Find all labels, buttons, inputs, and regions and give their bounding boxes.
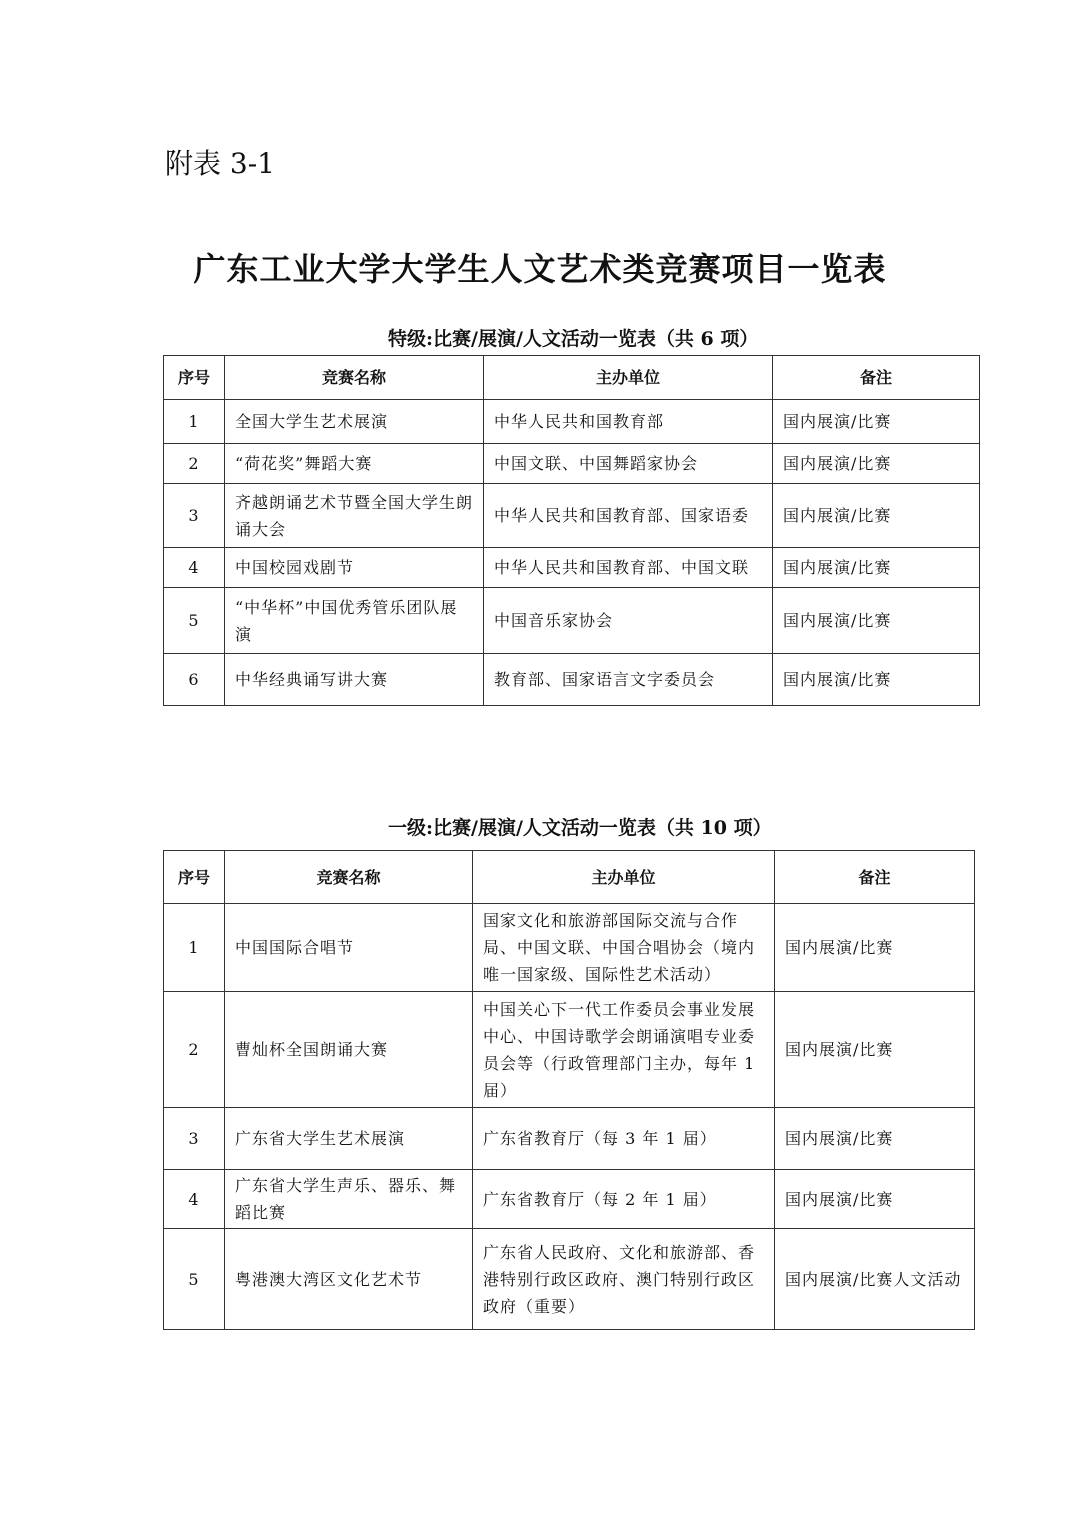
cell-note: 国内展演/比赛 <box>773 484 980 548</box>
cell-note: 国内展演/比赛 <box>775 1170 975 1229</box>
cell-organizer: 国家文化和旅游部国际交流与合作局、中国文联、中国合唱协会（境内唯一国家级、国际性艺术活动） <box>473 904 775 992</box>
table-row <box>164 1229 975 1330</box>
table-caption: 特级:比赛/展演/人文活动一览表（共 6 项） <box>388 328 759 350</box>
cell-name: 曹灿杯全国朗诵大赛 <box>225 992 473 1108</box>
table-row <box>164 992 975 1108</box>
cell-name: 中华经典诵写讲大赛 <box>225 654 484 706</box>
cell-note: 国内展演/比赛 <box>775 992 975 1108</box>
table-row <box>164 484 980 548</box>
cell-organizer: 广东省人民政府、文化和旅游部、香港特别行政区政府、澳门特别行政区政府（重要） <box>473 1229 775 1330</box>
cell-organizer: 中国音乐家协会 <box>484 588 773 654</box>
cell-organizer: 中国关心下一代工作委员会事业发展中心、中国诗歌学会朗诵演唱专业委员会等（行政管理部门主办，每年 1 届） <box>473 992 775 1108</box>
table-row <box>164 904 975 992</box>
cell-organizer: 广东省教育厅（每 3 年 1 届） <box>473 1108 775 1170</box>
cell-note: 国内展演/比赛 <box>773 444 980 484</box>
cell-index: 5 <box>164 588 225 654</box>
cell-name: 广东省大学生声乐、器乐、舞蹈比赛 <box>225 1170 473 1229</box>
cell-index: 2 <box>164 444 225 484</box>
table-row <box>164 444 980 484</box>
cell-index: 4 <box>164 548 225 588</box>
cell-name: 中国国际合唱节 <box>225 904 473 992</box>
cell-index: 2 <box>164 992 225 1108</box>
competition-table <box>163 850 975 1330</box>
cell-name: 全国大学生艺术展演 <box>225 400 484 444</box>
cell-index: 1 <box>164 400 225 444</box>
document-title: 广东工业大学大学生人文艺术类竞赛项目一览表 <box>193 250 887 288</box>
appendix-label: 附表 3-1 <box>165 147 275 180</box>
table-caption: 一级:比赛/展演/人文活动一览表（共 10 项） <box>388 817 772 839</box>
table-row <box>164 400 980 444</box>
table-row <box>164 588 980 654</box>
cell-organizer: 中华人民共和国教育部 <box>484 400 773 444</box>
cell-index: 3 <box>164 1108 225 1170</box>
cell-name: “中华杯”中国优秀管乐团队展演 <box>225 588 484 654</box>
cell-organizer: 中华人民共和国教育部、中国文联 <box>484 548 773 588</box>
cell-index: 6 <box>164 654 225 706</box>
cell-note: 国内展演/比赛 <box>773 548 980 588</box>
cell-name: 中国校园戏剧节 <box>225 548 484 588</box>
header-cell: 序号 <box>164 851 225 904</box>
cell-organizer: 中华人民共和国教育部、国家语委 <box>484 484 773 548</box>
cell-index: 4 <box>164 1170 225 1229</box>
header-cell: 备注 <box>775 851 975 904</box>
cell-name: 广东省大学生艺术展演 <box>225 1108 473 1170</box>
cell-index: 5 <box>164 1229 225 1330</box>
cell-note: 国内展演/比赛 <box>773 588 980 654</box>
table-row <box>164 1170 975 1229</box>
header-cell: 主办单位 <box>484 356 773 400</box>
header-cell: 主办单位 <box>473 851 775 904</box>
table-header-row <box>164 356 980 400</box>
table-row <box>164 548 980 588</box>
cell-name: 粤港澳大湾区文化艺术节 <box>225 1229 473 1330</box>
table-row <box>164 654 980 706</box>
cell-index: 1 <box>164 904 225 992</box>
cell-note: 国内展演/比赛 <box>773 654 980 706</box>
cell-note: 国内展演/比赛 <box>773 400 980 444</box>
competition-table <box>163 355 980 706</box>
header-cell: 备注 <box>773 356 980 400</box>
cell-organizer: 中国文联、中国舞蹈家协会 <box>484 444 773 484</box>
header-cell: 竞赛名称 <box>225 356 484 400</box>
header-cell: 序号 <box>164 356 225 400</box>
table-row <box>164 1108 975 1170</box>
cell-name: “荷花奖”舞蹈大赛 <box>225 444 484 484</box>
cell-note: 国内展演/比赛 <box>775 1108 975 1170</box>
cell-organizer: 教育部、国家语言文字委员会 <box>484 654 773 706</box>
table-header-row <box>164 851 975 904</box>
cell-index: 3 <box>164 484 225 548</box>
cell-note: 国内展演/比赛人文活动 <box>775 1229 975 1330</box>
cell-organizer: 广东省教育厅（每 2 年 1 届） <box>473 1170 775 1229</box>
cell-name: 齐越朗诵艺术节暨全国大学生朗诵大会 <box>225 484 484 548</box>
cell-note: 国内展演/比赛 <box>775 904 975 992</box>
header-cell: 竞赛名称 <box>225 851 473 904</box>
